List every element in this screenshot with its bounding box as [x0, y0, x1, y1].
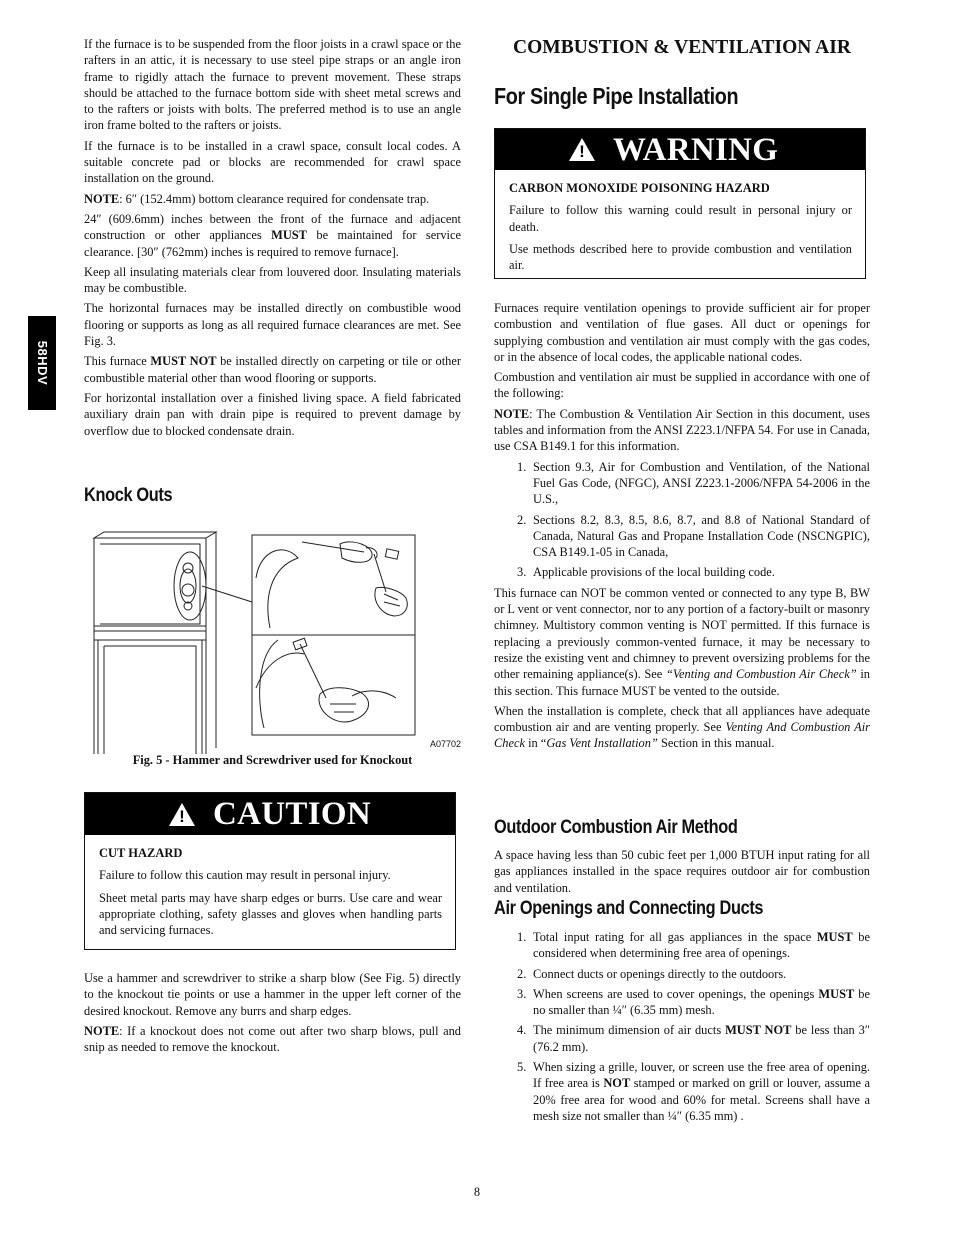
caution-body	[85, 835, 455, 952]
knockouts-heading-wrap	[84, 485, 461, 514]
emphasis: MUST NOT	[725, 1023, 792, 1038]
combustion-heading: COMBUSTION & VENTILATION AIR	[513, 37, 851, 58]
note-label: NOTE	[84, 1023, 120, 1038]
text: Section in this manual.	[657, 736, 775, 751]
list-text: When screens are used to cover openings, the openings	[533, 986, 819, 1001]
italic-reference: “Venting and Combustion Air Check”	[665, 667, 857, 682]
warning-bar	[495, 129, 865, 170]
list-text: Connect ducts or openings directly to the outdoors.	[533, 966, 787, 981]
paragraph: If the furnace is to be suspended from the floor joists in a crawl space or the rafters in an attic, it is necessary to use steel pipe straps or an angle iron frame to rigidly attach the furnace to prevent movement. These straps should be attached to the furnace bottom side with sheet metal screws and to the rafters or joists with bolts. The preferred method is to use an angle iron frame bolted to the rafters or joists.	[84, 37, 461, 133]
list-text: stamped or marked on grill or louver, assume a 20% free area for wood and 60% for metal. Screens shall have a mesh size not smaller than ¼″ (6.35 mm) .	[533, 1076, 870, 1123]
paragraph	[494, 703, 870, 752]
text: This furnace can NOT be common vented or connected to any type B, BW or L vent or vent connector, nor to any portion of a factory-built or masonry chimney. Multistory common venting is NOT permitted. If this furnace is replacing a previously common-vented furnace, it may be necessary to resize the existing vent and chimney to prevent oversizing problems for the other remaining appliance(s). See	[494, 585, 870, 682]
text: in this section. This furnace MUST be vented to the outside.	[494, 667, 870, 698]
list-number: 2.	[517, 966, 527, 981]
paragraph: The horizontal furnaces may be installed directly on combustible wood flooring or supports as long as all required furnace clearances are met. See Fig. 3.	[84, 301, 461, 349]
left-text-block-1	[84, 36, 461, 443]
note-text: : The Combustion & Ventilation Air Section in this document, uses tables and information from the ANSI Z223.1/NFPA 54. For use in Canada, use CSA B149.1 for this information.	[494, 406, 870, 454]
list-item	[494, 459, 870, 508]
warning-hazard: CARBON MONOXIDE POISONING HAZARD	[509, 181, 770, 195]
note-text: : If a knockout does not come out after two sharp blows, pull and snip as needed to remove the knockout.	[84, 1023, 461, 1055]
list-number: 1.	[517, 930, 527, 944]
paragraph: Use a hammer and screwdriver to strike a sharp blow (See Fig. 5) directly to the knockout tie points or use a hammer in the upper left corner of the desired knockout. Remove any burrs and sharp edges.	[84, 971, 461, 1018]
list-text: Section 9.3, Air for Combustion and Ventilation, of the National Fuel Gas Code, (NFGC), ANSI Z223.1-2006/NFPA 54-2006 in the U.S.,	[533, 459, 870, 507]
list-text: be no smaller than ¼″ (6.35 mm) mesh.	[533, 986, 871, 1018]
outdoor-heading: Outdoor Combustion Air Method	[494, 817, 738, 838]
figure-caption-wrap	[84, 752, 461, 768]
list-text: Applicable provisions of the local building code.	[533, 565, 775, 580]
paragraph: A space having less than 50 cubic feet per 1,000 BTUH input rating for all gas appliances installed in the space requires outdoor air for combustion and ventilation.	[494, 848, 870, 895]
caution-title: CAUTION	[213, 796, 371, 832]
list-number: 4.	[517, 1023, 527, 1038]
list-item	[494, 1059, 870, 1124]
single-pipe-heading-wrap	[494, 83, 870, 118]
list-item	[494, 512, 870, 561]
text: be installed directly on carpeting or tile or other combustible material other than wood flooring or supports.	[84, 354, 461, 385]
list-text: When sizing a grille, louver, or screen use the free area of opening. If free area is	[533, 1060, 870, 1091]
caution-line: Failure to follow this caution may result in personal injury.	[99, 868, 391, 883]
paragraph: If the furnace is to be installed in a crawl space, consult local codes. A suitable concrete pad or blocks are recommended for crawl space installation on the ground.	[84, 138, 461, 186]
list-item	[494, 986, 870, 1019]
air-openings-list	[494, 929, 870, 1124]
warning-line: Use methods described here to provide combustion and ventilation air.	[509, 241, 852, 273]
emphasis: MUST	[271, 228, 307, 243]
text: be maintained for service clearance. [30″ (762mm) inches is required to remove furnace].	[84, 228, 462, 259]
paragraph	[84, 211, 461, 260]
outdoor-heading-wrap	[494, 817, 870, 846]
paragraph: For horizontal installation over a finished living space. A field fabricated auxiliary drain pan with drain pipe is required to prevent damage by overflow due to blocked condensate drain.	[84, 390, 461, 438]
note-text: : 6″ (152.4mm) bottom clearance required for condensate trap.	[119, 191, 430, 206]
air-openings-heading-wrap	[494, 898, 870, 927]
right-text-block-1	[494, 300, 870, 756]
text: 24″ (609.6mm) inches between the front of the furnace and adjacent construction or other appliances	[84, 211, 461, 243]
knockout-illustration	[84, 528, 461, 754]
paragraph	[494, 585, 870, 699]
list-number: 5.	[517, 1060, 527, 1075]
list-text: be less than 3″ (76.2 mm).	[533, 1023, 870, 1054]
warning-line: Failure to follow this warning could result in personal injury or death.	[509, 203, 852, 234]
emphasis: NOT	[603, 1076, 631, 1091]
warning-triangle-icon: !	[569, 138, 595, 161]
list-number: 2.	[517, 512, 527, 527]
list-number: 3.	[517, 565, 527, 580]
paragraph: Furnaces require ventilation openings to provide sufficient air for proper combustion and ventilation of flue gases. All duct or openings for supplying combustion and ventilation air must comply with the gas codes, or in the absence of local codes, the applicable national codes.	[494, 301, 870, 364]
paragraph: Keep all insulating materials clear from louvered door. Insulating materials may be combustible.	[84, 264, 461, 296]
caution-hazard: CUT HAZARD	[99, 846, 183, 860]
note-paragraph	[84, 1023, 461, 1056]
page-number: 8	[473, 1185, 481, 1199]
side-tab	[28, 316, 56, 410]
list-number: 3.	[517, 986, 527, 1001]
caution-box	[84, 792, 456, 950]
list-text: The minimum dimension of air ducts	[533, 1023, 726, 1038]
warning-triangle-icon: !	[169, 803, 195, 826]
left-text-block-2	[84, 970, 461, 1059]
text: When the installation is complete, check that all appliances have adequate combustion air and are venting properly. See	[494, 703, 870, 735]
caution-bar	[85, 793, 455, 835]
list-item	[494, 564, 870, 580]
note-label: NOTE	[494, 406, 530, 421]
single-pipe-heading: For Single Pipe Installation	[494, 83, 739, 109]
right-text-block-2	[494, 847, 870, 900]
caution-line: Sheet metal parts may have sharp edges or burrs. Use care and wear appropriate clothing, safety glasses and gloves when handling parts and servicing furnaces.	[99, 890, 442, 938]
emphasis: MUST	[816, 930, 853, 944]
italic-reference: Venting And Combustion Air Check	[494, 720, 870, 751]
note-paragraph	[84, 191, 461, 207]
italic-reference: Gas Vent Installation”	[546, 736, 658, 751]
standards-list	[494, 459, 870, 581]
warning-box	[494, 128, 866, 279]
warning-title: WARNING	[613, 131, 779, 168]
combustion-heading-wrap	[494, 36, 870, 60]
right-text-block-3	[494, 929, 870, 1128]
paragraph: Combustion and ventilation air must be supplied in accordance with one of the following:	[494, 370, 870, 401]
text: in “	[524, 736, 547, 751]
list-text: Sections 8.2, 8.3, 8.5, 8.6, 8.7, and 8.8 of National Standard of Canada, Natural Gas and Propane Installation Code (NSCNGPIC), CSA B149.1-05 in Canada,	[533, 512, 870, 560]
note-paragraph	[494, 406, 870, 455]
air-openings-heading: Air Openings and Connecting Ducts	[494, 898, 764, 919]
list-item	[494, 929, 870, 962]
warning-body	[495, 170, 865, 287]
figure-code: A07702	[429, 738, 461, 749]
list-text: be considered when determining free area of openings.	[533, 930, 870, 961]
list-text: Total input rating for all gas appliances in the space	[533, 930, 817, 944]
text: This furnace	[84, 354, 151, 369]
note-label: NOTE	[84, 191, 120, 206]
figure-5	[84, 528, 461, 754]
emphasis: MUST NOT	[150, 354, 217, 369]
list-number: 1.	[517, 459, 527, 474]
side-tab-label: 58HDV	[35, 340, 51, 386]
figure-caption: Fig. 5 - Hammer and Screwdriver used for Knockout	[132, 753, 413, 767]
knockouts-heading: Knock Outs	[84, 485, 173, 506]
list-item	[494, 966, 870, 982]
paragraph	[84, 353, 461, 386]
emphasis: MUST	[818, 986, 855, 1001]
list-item	[494, 1022, 870, 1055]
